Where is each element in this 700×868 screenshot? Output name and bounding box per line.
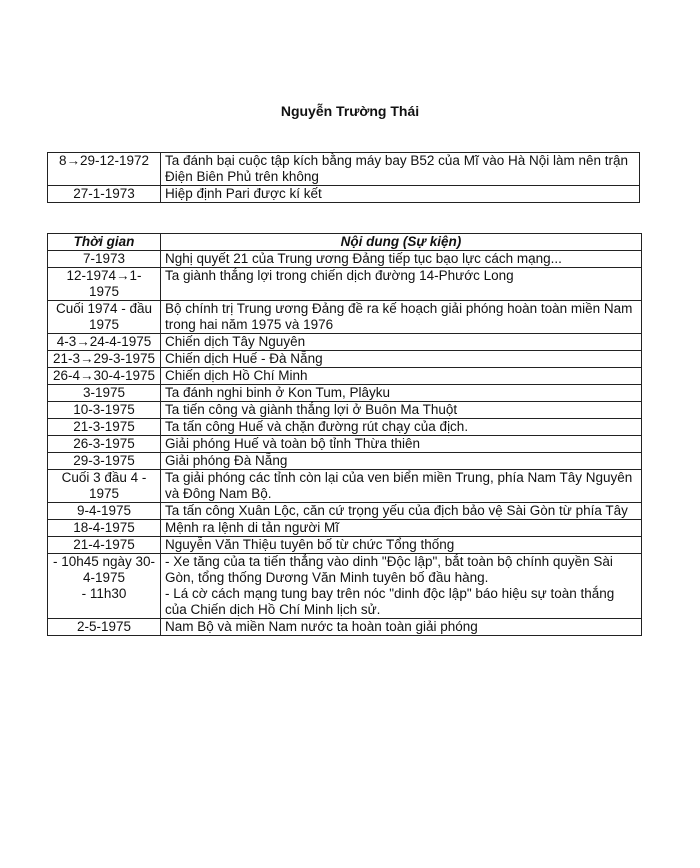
event-line: - Lá cờ cách mạng tung bay trên nóc "dinh độc lập" báo hiệu sự toàn thắng của Chiến dịch Hồ Chí Minh lịch sử. [165,586,615,617]
time-line: - 11h30 [81,586,127,601]
event-cell: Ta tấn công Huế và chặn đường rút chạy của địch. [161,419,642,436]
event-cell: Nghị quyết 21 của Trung ương Đảng tiếp tục bạo lực cách mạng... [161,251,642,268]
table-row [48,520,642,537]
table-header-row [48,234,642,251]
event-cell: Giải phóng Huế và toàn bộ tỉnh Thừa thiên [161,436,642,453]
table-row [48,351,642,368]
table-row [48,619,642,636]
time-cell: 8→29-12-1972 [48,153,161,186]
table-row [48,419,642,436]
time-cell: 29-3-1975 [48,453,161,470]
event-cell: Chiến dịch Hồ Chí Minh [161,368,642,385]
time-cell: 10-3-1975 [48,402,161,419]
time-cell [48,554,161,619]
table-row [48,153,640,186]
table-row [48,334,642,351]
time-cell: 9-4-1975 [48,503,161,520]
table-row [48,368,642,385]
time-cell: 12-1974→1-1975 [48,268,161,301]
time-cell: 2-5-1975 [48,619,161,636]
time-cell: 3-1975 [48,385,161,402]
table-row [48,537,642,554]
time-cell: Cuối 1974 - đầu 1975 [48,301,161,334]
time-cell: Cuối 3 đầu 4 - 1975 [48,470,161,503]
table-row [48,301,642,334]
table-row [48,436,642,453]
time-cell: 27-1-1973 [48,186,161,203]
time-cell: 18-4-1975 [48,520,161,537]
event-cell: Hiệp định Pari được kí kết [161,186,640,203]
event-cell: Bộ chính trị Trung ương Đảng đề ra kế hoạch giải phóng hoàn toàn miền Nam trong hai năm 1975 và 1976 [161,301,642,334]
time-line: - 10h45 ngày 30-4-1975 [52,554,156,585]
table-row [48,251,642,268]
table-row [48,453,642,470]
events-summary-table [47,152,640,203]
time-cell: 26-3-1975 [48,436,161,453]
time-cell: 21-4-1975 [48,537,161,554]
time-cell: 26-4→30-4-1975 [48,368,161,385]
event-cell: Ta tiến công và giành thắng lợi ở Buôn Ma Thuột [161,402,642,419]
event-cell: Chiến dịch Tây Nguyên [161,334,642,351]
time-cell: 7-1973 [48,251,161,268]
event-cell: Ta giải phóng các tỉnh còn lại của ven biển miền Trung, phía Nam Tây Nguyên và Đông Nam Bộ. [161,470,642,503]
event-cell: Mệnh ra lệnh di tản người Mĩ [161,520,642,537]
event-cell: Giải phóng Đà Nẵng [161,453,642,470]
event-cell: Nam Bộ và miền Nam nước ta hoàn toàn giải phóng [161,619,642,636]
event-cell: Ta đánh nghi binh ở Kon Tum, Plâyku [161,385,642,402]
event-column-header: Nội dung (Sự kiện) [161,234,642,251]
table-row [48,385,642,402]
event-cell: Nguyễn Văn Thiệu tuyên bố từ chức Tổng thống [161,537,642,554]
time-cell: 4-3→24-4-1975 [48,334,161,351]
time-column-header: Thời gian [48,234,161,251]
event-cell: Ta giành thắng lợi trong chiến dịch đường 14-Phước Long [161,268,642,301]
page-title: Nguyễn Trường Thái [280,103,420,119]
event-cell: Ta đánh bại cuộc tập kích bằng máy bay B52 của Mĩ vào Hà Nội làm nên trận Điện Biên Phủ trên không [161,153,640,186]
event-cell: Ta tấn công Xuân Lộc, căn cứ trọng yếu của địch bảo vệ Sài Gòn từ phía Tây [161,503,642,520]
table-row [48,402,642,419]
table-row [48,470,642,503]
event-cell: Chiến dịch Huế - Đà Nẵng [161,351,642,368]
timeline-table [47,233,642,636]
time-cell: 21-3-1975 [48,419,161,436]
table-row [48,554,642,619]
table-row [48,268,642,301]
table-row [48,503,642,520]
time-cell: 21-3→29-3-1975 [48,351,161,368]
event-line: - Xe tăng của ta tiến thẳng vào dinh "Độc lập", bắt toàn bộ chính quyền Sài Gòn, tổng thống Dương Văn Minh tuyên bố đầu hàng. [165,554,613,585]
event-cell [161,554,642,619]
table-row [48,186,640,203]
